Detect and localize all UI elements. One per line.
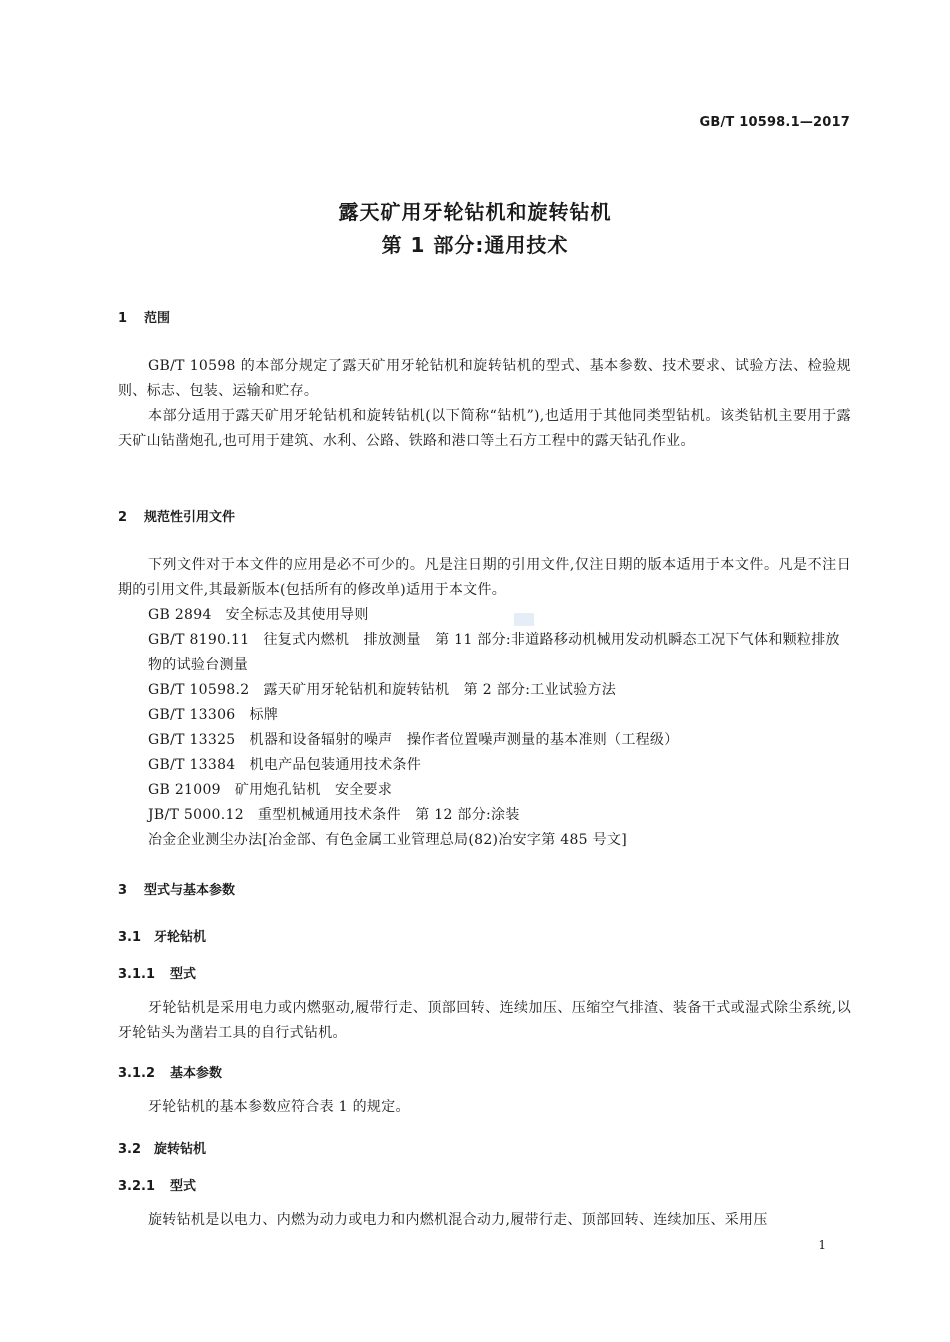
paragraph-normative-refs: 下列文件对于本文件的应用是必不可少的。凡是注日期的引用文件,仅注日期的版本适用于本文件。凡是不注日期的引用文件,其最新版本(包括所有的修改单)适用于本文件。 (118, 557, 851, 598)
reference-code: GB/T 13306 (148, 707, 236, 723)
section-title: 范围 (144, 311, 171, 326)
reference-title: 往复式内燃机 排放测量 第 11 部分:非道路移动机械用发动机瞬态工况下气体和颗粒排放物的试验台测量 (148, 632, 840, 673)
reference-code: JB/T 5000.12 (148, 807, 244, 823)
section-number: 2 (118, 510, 128, 525)
reference-title: 机器和设备辐射的噪声 操作者位置噪声测量的基本准则（工程级） (249, 732, 679, 748)
section-number: 3.2.1 (118, 1179, 156, 1194)
section-title: 规范性引用文件 (144, 510, 236, 525)
reference-code: GB/T 10598.2 (148, 682, 250, 698)
section-heading-2 (118, 506, 235, 525)
paragraph-scope-1: GB/T 10598 的本部分规定了露天矿用牙轮钻机和旋转钻机的型式、基本参数、技术要求、试验方法、检验规则、标志、包装、运输和贮存。 (118, 358, 851, 399)
reference-item (148, 778, 851, 803)
section-number: 3.1 (118, 930, 142, 945)
reference-title: 露天矿用牙轮钻机和旋转钻机 第 2 部分:工业试验方法 (263, 682, 617, 698)
section-heading-3-1-1 (118, 963, 196, 982)
reference-item (148, 753, 851, 778)
reference-item (148, 803, 851, 828)
section-title: 牙轮钻机 (154, 930, 207, 945)
reference-item (148, 678, 851, 703)
section-title: 型式 (170, 967, 197, 982)
section-heading-3-1-2 (118, 1062, 222, 1081)
section-number: 3.1.1 (118, 967, 156, 982)
document-title-line2: 第 1 部分:通用技术 (381, 233, 569, 257)
reference-item (148, 828, 851, 853)
section-title: 型式 (170, 1179, 197, 1194)
section-title: 旋转钻机 (154, 1142, 207, 1157)
paragraph-3-1-2: 牙轮钻机的基本参数应符合表 1 的规定。 (148, 1099, 410, 1115)
reference-title: 矿用炮孔钻机 安全要求 (234, 782, 393, 798)
standard-number: GB/T 10598.1—2017 (699, 115, 850, 130)
section-heading-3-2-1 (118, 1175, 196, 1194)
reference-code: GB/T 8190.11 (148, 632, 250, 648)
reference-code: GB/T 13325 (148, 732, 236, 748)
section-heading-3-1 (118, 926, 206, 945)
section-title: 型式与基本参数 (144, 883, 236, 898)
section-heading-3 (118, 879, 235, 898)
reference-code: GB/T 13384 (148, 757, 236, 773)
section-number: 1 (118, 311, 128, 326)
section-number: 3.1.2 (118, 1066, 156, 1081)
reference-code: GB 2894 (148, 607, 212, 623)
section-number: 3 (118, 883, 128, 898)
reference-title: 安全标志及其使用导则 (225, 607, 369, 623)
reference-item (148, 728, 851, 753)
reference-title: 标牌 (249, 707, 279, 723)
page-number: 1 (818, 1238, 826, 1252)
section-heading-3-2 (118, 1138, 206, 1157)
paragraph-3-1-1: 牙轮钻机是采用电力或内燃驱动,履带行走、顶部回转、连续加压、压缩空气排渣、装备干式或湿式除尘系统,以牙轮钻头为凿岩工具的自行式钻机。 (118, 1000, 851, 1041)
reference-item (148, 703, 851, 728)
reference-item (118, 628, 851, 678)
reference-title: 重型机械通用技术条件 第 12 部分:涂装 (257, 807, 520, 823)
paragraph-scope-2: 本部分适用于露天矿用牙轮钻机和旋转钻机(以下简称“钻机”),也适用于其他同类型钻机。该类钻机主要用于露天矿山钻凿炮孔,也可用于建筑、水利、公路、铁路和港口等土石方工程中的露天钻孔作业。 (118, 408, 851, 449)
section-heading-1 (118, 307, 170, 326)
reference-code: GB 21009 (148, 782, 221, 798)
reference-title: 冶金企业测尘办法[冶金部、有色金属工业管理总局(82)冶安字第 485 号文] (148, 832, 627, 848)
document-title-line1: 露天矿用牙轮钻机和旋转钻机 (338, 200, 612, 224)
paragraph-3-2-1: 旋转钻机是以电力、内燃为动力或电力和内燃机混合动力,履带行走、顶部回转、连续加压、采用压 (148, 1212, 768, 1228)
reference-title: 机电产品包装通用技术条件 (249, 757, 422, 773)
section-number: 3.2 (118, 1142, 142, 1157)
section-title: 基本参数 (170, 1066, 223, 1081)
reference-item (148, 603, 851, 628)
